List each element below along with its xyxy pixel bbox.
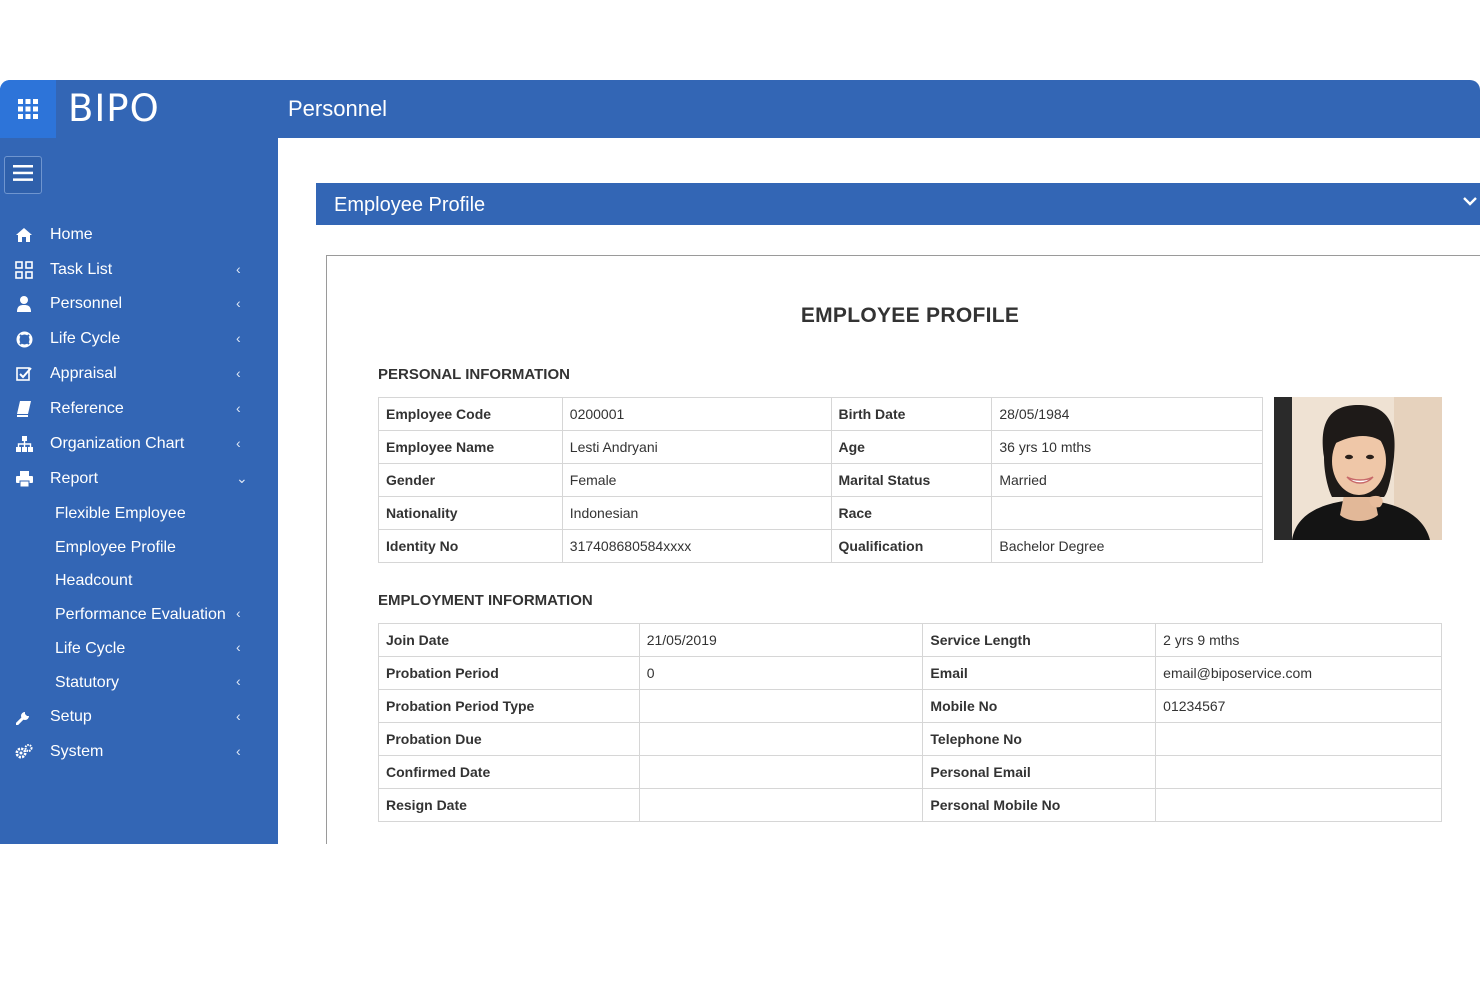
print-icon [14,470,34,488]
field-label: Race [831,497,992,530]
book-icon [14,400,34,418]
sidebar-item-setup[interactable] [0,701,278,733]
sidebar-item-label: System [50,743,104,760]
employee-profile-panel-header[interactable] [316,183,1480,225]
field-value: Bachelor Degree [992,530,1263,563]
sidebar-item-task-list[interactable] [0,254,278,286]
sidebar-subitem-label: Performance Evaluation [55,606,226,623]
field-value: 2 yrs 9 mths [1156,624,1442,657]
chevron-left-icon: ‹ [236,330,241,346]
field-value: Lesti Andryani [562,431,831,464]
chevron-left-icon: ‹ [236,435,241,451]
field-label: Qualification [831,530,992,563]
wrench-icon [14,708,34,726]
field-label: Marital Status [831,464,992,497]
sidebar-item-label: Personnel [50,295,123,312]
field-label: Employee Name [379,431,563,464]
chevron-down-icon: ⌄ [236,470,248,486]
field-value: 317408680584xxxx [562,530,831,563]
top-bar [0,80,1480,138]
field-label: Probation Period Type [379,690,640,723]
sidebar-item-label: Report [50,470,99,487]
employee-photo [1274,397,1442,540]
sidebar-subitem-headcount[interactable] [0,566,278,596]
cogs-icon [14,743,34,761]
sidebar-item-system[interactable] [0,736,278,768]
sidebar-item-label: Reference [50,400,124,417]
field-value: 21/05/2019 [639,624,923,657]
field-value [639,723,923,756]
field-label: Probation Period [379,657,640,690]
field-label: Email [923,657,1156,690]
sidebar-subitem-performance-evaluation[interactable] [0,600,278,630]
field-value [992,497,1263,530]
check-square-icon [14,365,34,383]
panel-title: Employee Profile [334,194,486,216]
field-value: 0200001 [562,398,831,431]
personal-information-heading: PERSONAL INFORMATION [378,366,570,383]
home-icon [14,226,34,244]
chevron-left-icon: ‹ [236,605,241,621]
sidebar-item-label: Setup [50,708,92,725]
field-value: Married [992,464,1263,497]
field-value: Indonesian [562,497,831,530]
chevron-left-icon: ‹ [236,365,241,381]
sidebar-item-appraisal[interactable] [0,358,278,390]
chevron-left-icon: ‹ [236,639,241,655]
field-value: 28/05/1984 [992,398,1263,431]
chevron-down-icon[interactable] [1462,194,1480,214]
field-value [1156,789,1442,822]
field-label: Personal Email [923,756,1156,789]
employment-info-row [379,789,1442,822]
sidebar-item-label: Organization Chart [50,435,185,452]
sidebar-item-label: Life Cycle [50,330,121,347]
sidebar-item-label: Task List [50,261,113,278]
personal-info-row [379,497,1263,530]
sidebar-item-personnel[interactable] [0,288,278,320]
menu-toggle-button[interactable] [4,156,42,194]
sidebar-subitem-statutory[interactable] [0,668,278,698]
app-window [0,80,1480,844]
field-value: email@biposervice.com [1156,657,1442,690]
field-value: Female [562,464,831,497]
sidebar-item-label: Home [50,226,93,243]
employment-info-row [379,756,1442,789]
employment-info-row [379,690,1442,723]
life-ring-icon [14,330,34,348]
task-list-icon [14,261,34,279]
field-label: Mobile No [923,690,1156,723]
sidebar-subitem-label: Employee Profile [55,539,176,556]
sidebar-item-organization-chart[interactable] [0,428,278,460]
personal-info-row [379,398,1263,431]
chevron-left-icon: ‹ [236,261,241,277]
field-label: Confirmed Date [379,756,640,789]
personal-info-row [379,530,1263,563]
personal-information-table [378,397,1263,563]
field-value: 0 [639,657,923,690]
sitemap-icon [14,435,34,453]
field-label: Age [831,431,992,464]
page-section-title: Personnel [288,96,388,121]
hamburger-icon [13,165,33,186]
grid-icon [17,98,39,120]
field-label: Personal Mobile No [923,789,1156,822]
field-label: Join Date [379,624,640,657]
app-launcher-button[interactable] [0,80,56,138]
personal-info-row [379,431,1263,464]
sidebar-item-home[interactable] [0,219,278,251]
chevron-left-icon: ‹ [236,673,241,689]
brand-logo: BIPO [68,87,160,130]
chevron-left-icon: ‹ [236,708,241,724]
field-label: Employee Code [379,398,563,431]
user-icon [14,295,34,313]
employment-info-row [379,723,1442,756]
field-label: Nationality [379,497,563,530]
chevron-left-icon: ‹ [236,400,241,416]
employment-information-table [378,623,1442,822]
sidebar-subitem-label: Flexible Employee [55,505,186,522]
sidebar-subitem-flexible-employee[interactable] [0,499,278,529]
chevron-left-icon: ‹ [236,743,241,759]
field-value: 01234567 [1156,690,1442,723]
field-label: Resign Date [379,789,640,822]
personal-info-row [379,464,1263,497]
chevron-left-icon: ‹ [236,295,241,311]
field-value [639,756,923,789]
field-value [1156,723,1442,756]
field-label: Probation Due [379,723,640,756]
field-value [639,789,923,822]
sidebar-subitem-label: Statutory [55,674,120,691]
field-value [1156,756,1442,789]
field-value: 36 yrs 10 mths [992,431,1263,464]
field-value [639,690,923,723]
field-label: Service Length [923,624,1156,657]
field-label: Identity No [379,530,563,563]
sidebar [0,138,278,844]
sidebar-item-label: Appraisal [50,365,117,382]
employment-info-row [379,624,1442,657]
document-title: EMPLOYEE PROFILE [800,304,1020,327]
field-label: Gender [379,464,563,497]
field-label: Birth Date [831,398,992,431]
employee-profile-document [326,255,1480,844]
employment-information-heading: EMPLOYMENT INFORMATION [378,592,593,609]
sidebar-item-reference[interactable] [0,393,278,425]
field-label: Telephone No [923,723,1156,756]
sidebar-subitem-label: Headcount [55,572,133,589]
sidebar-item-life-cycle[interactable] [0,323,278,355]
main-content [278,138,1480,844]
sidebar-subitem-life-cycle[interactable] [0,634,278,664]
sidebar-subitem-label: Life Cycle [55,640,126,657]
sidebar-subitem-employee-profile[interactable] [0,533,278,563]
sidebar-item-report[interactable] [0,463,278,495]
employment-info-row [379,657,1442,690]
